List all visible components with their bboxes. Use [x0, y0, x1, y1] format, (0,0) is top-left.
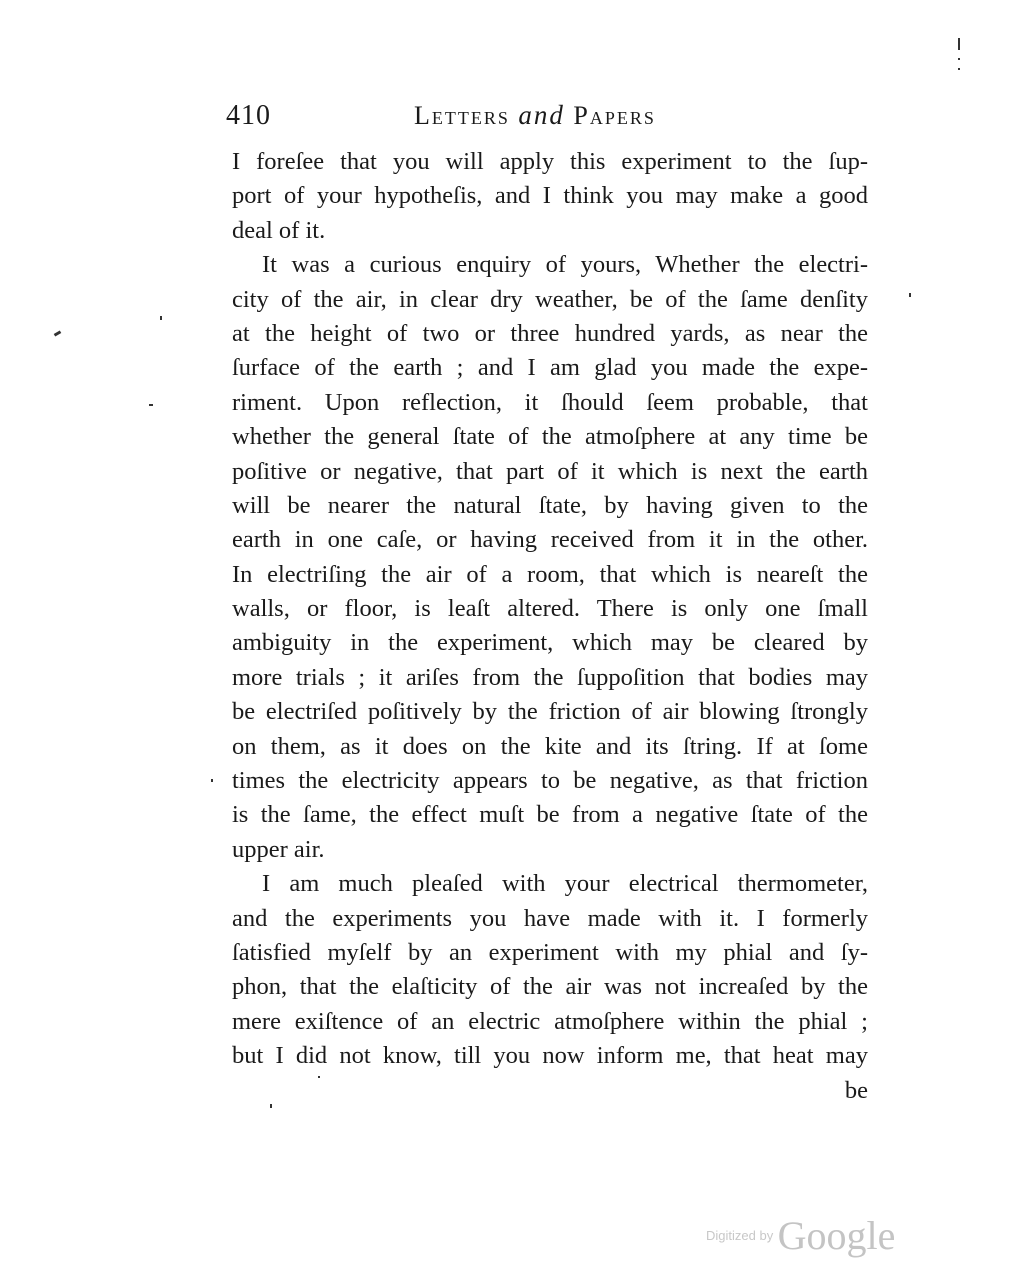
text-line: be electriſed poſitively by the friction of air blowing ſtrongly: [232, 698, 868, 726]
scan-speck: [270, 1104, 272, 1108]
scan-speck: [958, 68, 960, 70]
text-line: earth in one caſe, or having received from it in the other.: [232, 526, 868, 554]
text-line: is the ſame, the effect muſt be from a negative ſtate of the: [232, 801, 868, 829]
text-line: deal of it.: [232, 216, 326, 244]
text-line: ſurface of the earth ; and I am glad you made the expe-: [232, 354, 868, 382]
text-line: but I did not know, till you now inform me, that heat may: [232, 1042, 868, 1070]
running-head: [414, 100, 656, 131]
text-line: city of the air, in clear dry weather, be of the ſame denſity: [232, 285, 868, 313]
text-line: I am much pleaſed with your electrical thermometer,: [262, 870, 868, 898]
digitized-watermark: [706, 1212, 895, 1259]
running-head-and: and: [518, 100, 565, 130]
text-line: at the height of two or three hundred yards, as near the: [232, 319, 868, 347]
text-line: whether the general ſtate of the atmoſphere at any time be: [232, 423, 868, 451]
watermark-prefix: Digitized by: [706, 1228, 774, 1243]
text-line: riment. Upon reflection, it ſhould ſeem probable, that: [232, 388, 868, 416]
text-line: times the electricity appears to be negative, as that friction: [232, 767, 868, 795]
text-line: upper air.: [232, 835, 325, 863]
page-header: [226, 100, 786, 140]
scan-speck: [958, 38, 960, 50]
paragraph-2: [232, 248, 868, 867]
page-number: 410: [226, 100, 271, 131]
paragraph-3: [232, 867, 868, 1073]
text-line: In electriſing the air of a room, that which is neareſt the: [232, 560, 868, 588]
scan-speck: [958, 58, 960, 60]
scan-speck: [149, 404, 153, 406]
text-line: ambiguity in the experiment, which may be cleared by: [232, 629, 868, 657]
paragraph-1: [232, 145, 868, 248]
text-line: I foreſee that you will apply this experiment to the ſup-: [232, 148, 868, 175]
scan-speck: [909, 293, 911, 297]
scan-speck: [211, 779, 213, 782]
text-line: and the experiments you have made with it. I formerly: [232, 904, 868, 932]
google-logo: Google: [777, 1213, 896, 1258]
text-line: will be nearer the natural ſtate, by having given to the: [232, 491, 868, 519]
text-line: phon, that the elaſticity of the air was not increaſed by the: [232, 973, 868, 1001]
scan-speck: [318, 1076, 320, 1078]
text-line: poſitive or negative, that part of it which is next the earth: [232, 457, 868, 485]
scan-speck: [160, 316, 162, 320]
scan-speck: [54, 330, 62, 336]
text-line: port of your hypotheſis, and I think you may make a good: [232, 182, 868, 210]
text-line: ſatisfied myſelf by an experiment with my phial and ſy-: [232, 938, 868, 966]
text-line: walls, or floor, is leaſt altered. There is only one ſmall: [232, 595, 868, 623]
catchword: be: [844, 1076, 868, 1104]
text-line: on them, as it does on the kite and its ſtring. If at ſome: [232, 732, 868, 760]
text-line: mere exiſtence of an electric atmoſphere within the phial ;: [232, 1007, 868, 1035]
body-text: [232, 145, 868, 1108]
running-head-papers: Papers: [573, 101, 656, 130]
text-line: It was a curious enquiry of yours, Whether the electri-: [262, 251, 868, 279]
text-line: more trials ; it ariſes from the ſuppoſition that bodies may: [232, 663, 868, 691]
running-head-letters: Letters: [414, 101, 510, 130]
